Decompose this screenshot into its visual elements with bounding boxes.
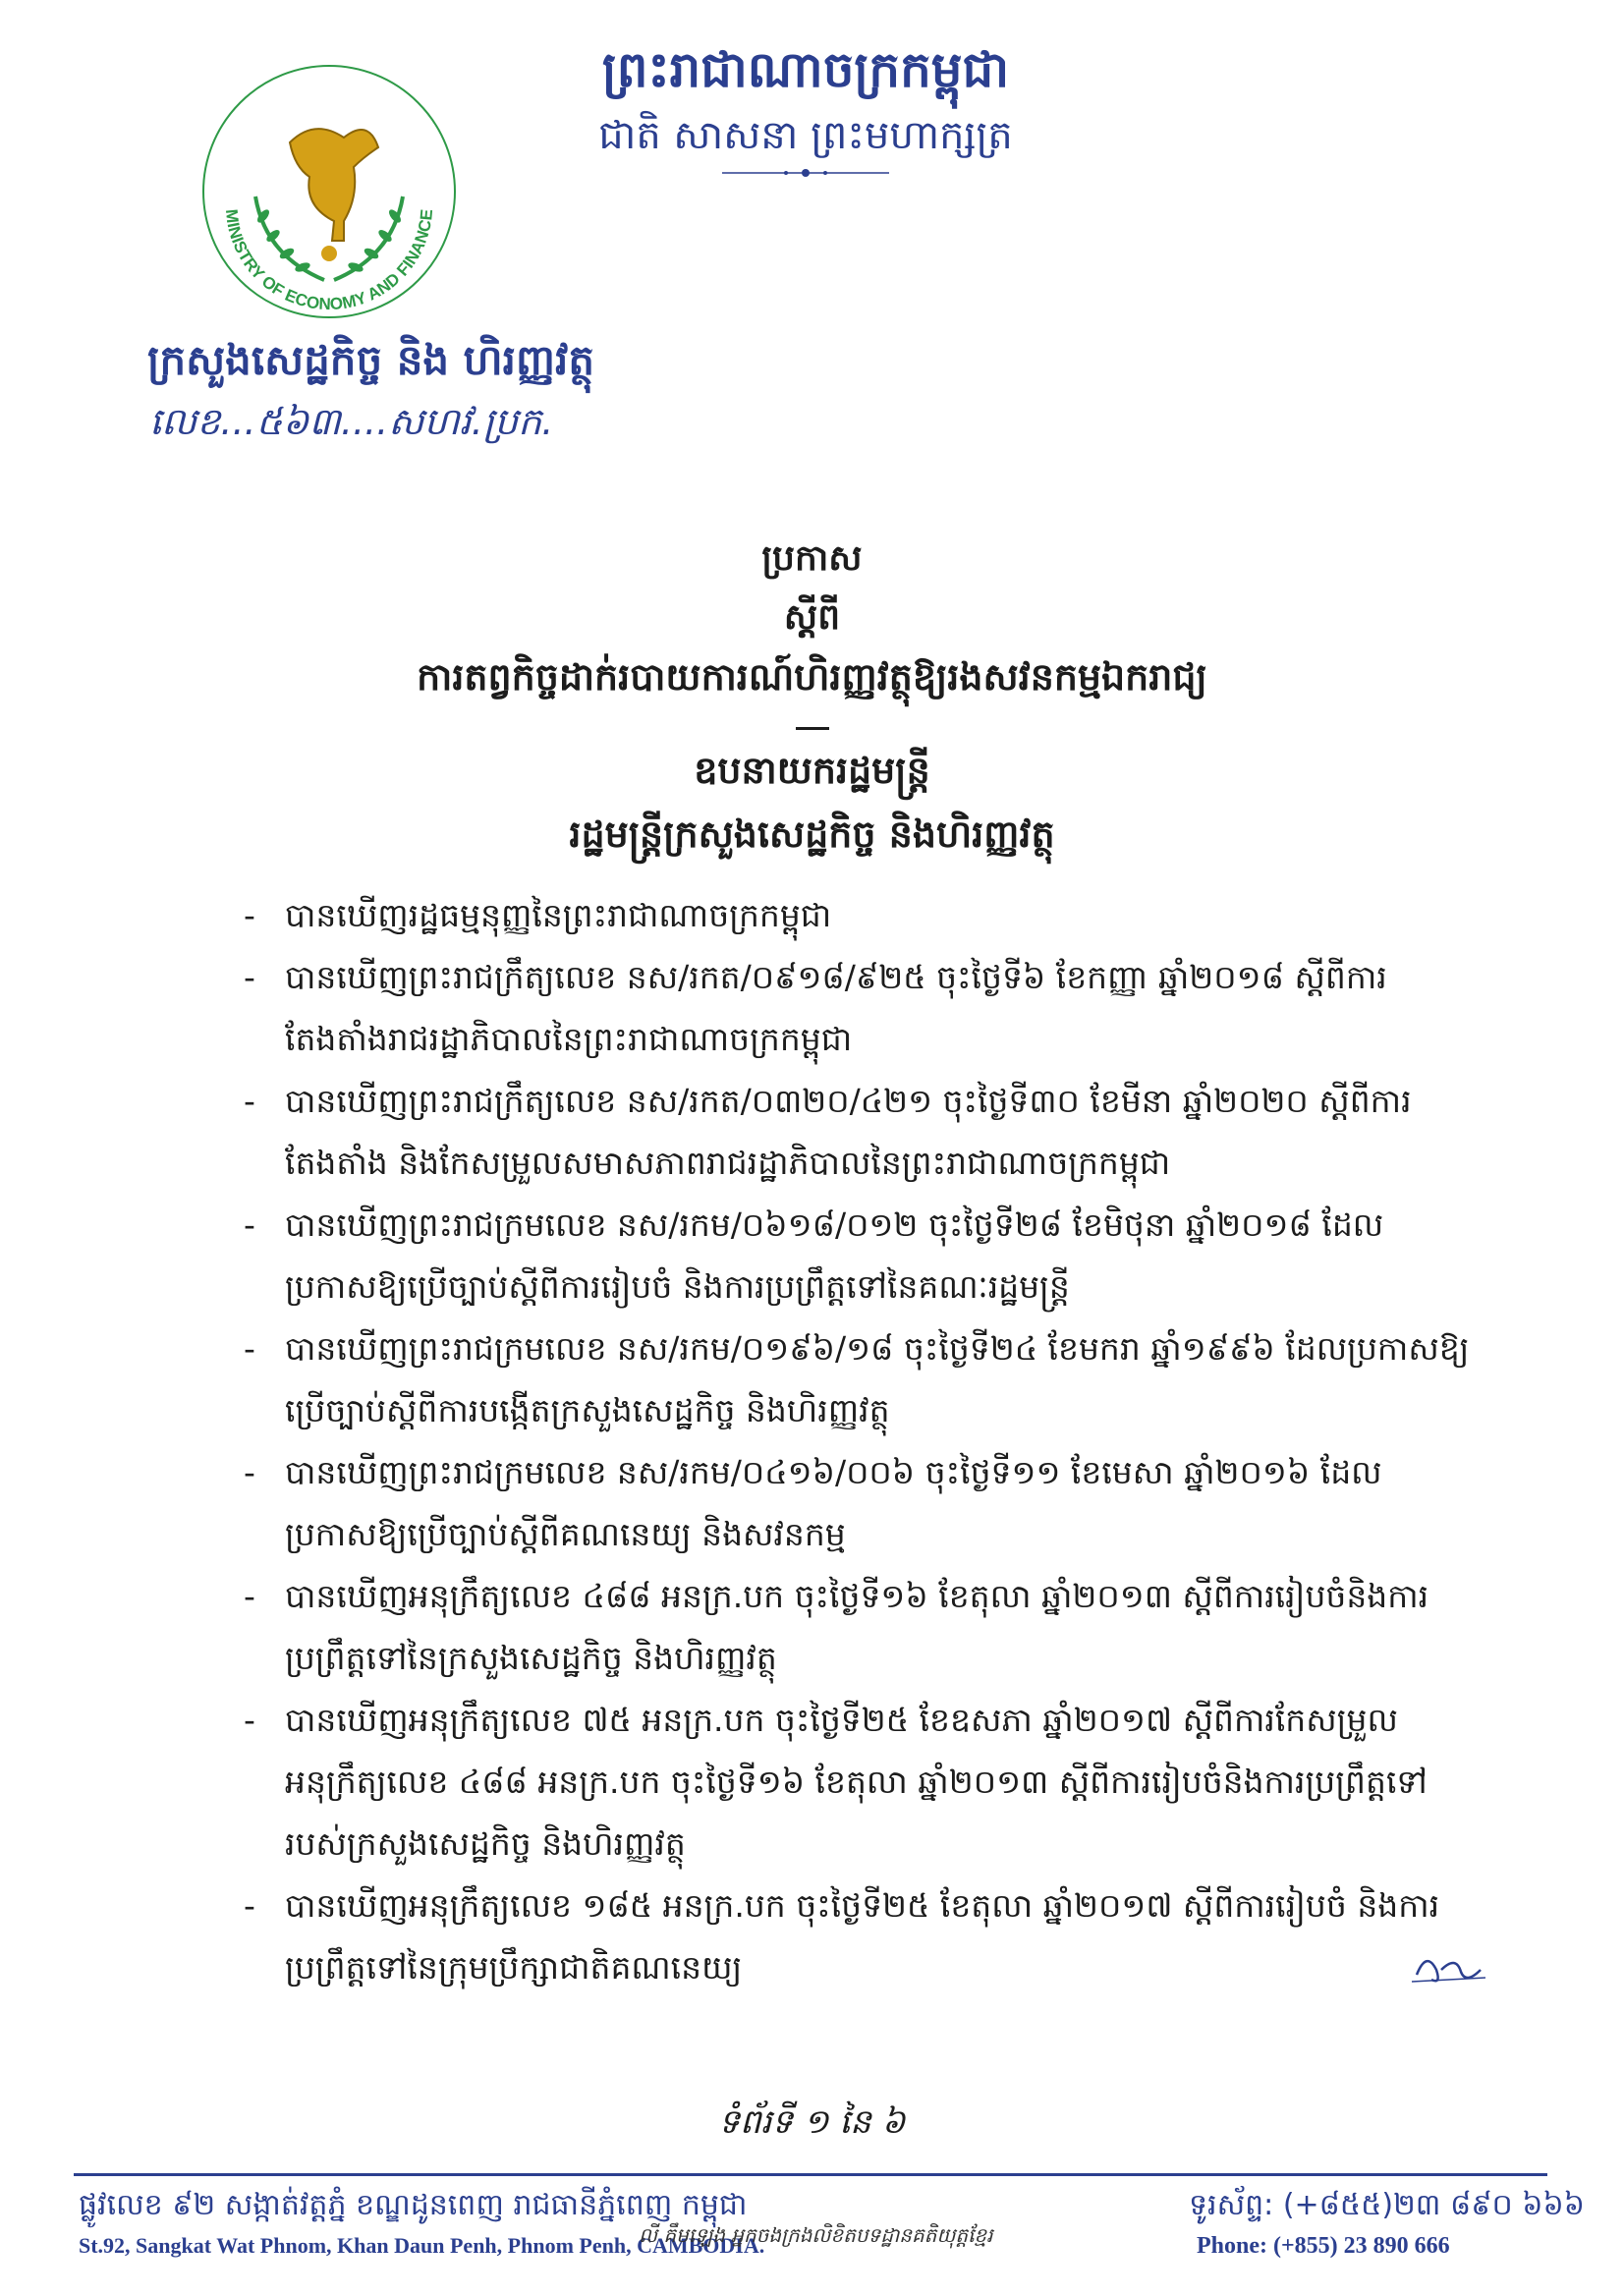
document-subject: ការតព្វកិច្ចដាក់របាយការណ៍ហិរញ្ញវត្ថុឱ្យរងសវនកម្មឯករាជ្យ — [417, 654, 1207, 699]
page-number: ទំព័រទី ១ នៃ ៦ — [718, 2102, 906, 2142]
reference-number: លេខ...៥៦៣....សហវ.ប្រក. — [149, 400, 554, 443]
ministry-name: ក្រសួងសេដ្ឋកិច្ច និង ហិរញ្ញវត្ថុ — [147, 336, 594, 384]
preamble-list — [236, 884, 1484, 1998]
phone-english: Phone: (+855) 23 890 666 — [1197, 2233, 1450, 2259]
signer-title: ឧបនាយករដ្ឋមន្ត្រី — [694, 748, 930, 792]
about-label: ស្តីពី — [783, 596, 841, 638]
initials-signature — [1407, 1940, 1490, 1989]
ornament-divider — [722, 167, 889, 179]
ministry-logo — [196, 59, 462, 324]
list-item: - បានឃើញអនុក្រឹត្យលេខ ៧៥ អនក្រ.បក ចុះថ្ងៃទី២៥ ខែឧសភា ឆ្នាំ២០១៧ ស្តីពីការកែសម្រួលអនុក្រឹត្យលេខ ៤៨៨ អនក្រ.បក ចុះថ្ងៃទី១៦ ខែតុលា ឆ្នាំ២០១៣ ស្តីពីការរៀបចំនិងការប្រព្រឹត្តទៅរបស់ក្រសួងសេដ្ឋកិច្ច និងហិរញ្ញវត្ថុ — [236, 1689, 1484, 1875]
list-item: - បានឃើញព្រះរាជក្រមលេខ នស/រកម/០៤១៦/០០៦ ចុះថ្ងៃទី១១ ខែមេសា ឆ្នាំ២០១៦ ដែលប្រកាសឱ្យប្រើច្បាប់ស្តីពីគណនេយ្យ និងសវនកម្ម — [236, 1441, 1484, 1565]
document-type: ប្រកាស — [761, 537, 863, 579]
national-motto: ជាតិ សាសនា ព្រះមហាក្សត្រ — [598, 113, 1013, 158]
address-khmer: ផ្លូវលេខ ៩២ សង្កាត់វត្តភ្នំ ខណ្ឌដូនពេញ រាជធានីភ្នំពេញ កម្ពុជា — [79, 2188, 748, 2222]
address-english: St.92, Sangkat Wat Phnom, Khan Daun Penh, Phnom Penh, CAMBODIA. — [79, 2233, 765, 2258]
logo-text: MINISTRY OF ECONOMY AND FINANCE — [221, 207, 437, 314]
list-item: - បានឃើញអនុក្រឹត្យលេខ ១៨៥ អនក្រ.បក ចុះថ្ងៃទី២៥ ខែតុលា ឆ្នាំ២០១៧ ស្តីពីការរៀបចំ និងការប្រព្រឹត្តទៅនៃក្រុមប្រឹក្សាជាតិគណនេយ្យ — [236, 1875, 1484, 1998]
kingdom-heading: ព្រះរាជាណាចក្រកម្ពុជា — [601, 40, 1010, 98]
phone-khmer: ទូរស័ព្ទ: (+៨៥៥)២៣ ៨៩០ ៦៦៦ — [1189, 2188, 1585, 2222]
list-item: - បានឃើញព្រះរាជក្រមលេខ នស/រកម/០១៩៦/១៨ ចុះថ្ងៃទី២៤ ខែមករា ឆ្នាំ១៩៩៦ ដែលប្រកាសឱ្យប្រើច្បាប់ស្តីពីការបង្កើតក្រសួងសេដ្ឋកិច្ច និងហិរញ្ញវត្ថុ — [236, 1317, 1484, 1441]
signer-role: រដ្ឋមន្ត្រីក្រសួងសេដ្ឋកិច្ច និងហិរញ្ញវត្ថុ — [569, 812, 1055, 856]
list-item: - បានឃើញព្រះរាជក្រមលេខ នស/រកម/០៦១៨/០១២ ចុះថ្ងៃទី២៨ ខែមិថុនា ឆ្នាំ២០១៨ ដែលប្រកាសឱ្យប្រើច្បាប់ស្តីពីការរៀបចំ និងការប្រព្រឹត្តទៅនៃគណៈរដ្ឋមន្ត្រី — [236, 1194, 1484, 1317]
list-item: - បានឃើញរដ្ឋធម្មនុញ្ញនៃព្រះរាជាណាចក្រកម្ពុជា — [236, 884, 1484, 946]
footer-divider — [74, 2173, 1547, 2176]
title-divider — [796, 727, 829, 730]
list-item: - បានឃើញអនុក្រឹត្យលេខ ៤៨៨ អនក្រ.បក ចុះថ្ងៃទី១៦ ខែតុលា ឆ្នាំ២០១៣ ស្តីពីការរៀបចំនិងការប្រព្រឹត្តទៅនៃក្រសួងសេដ្ឋកិច្ច និងហិរញ្ញវត្ថុ — [236, 1565, 1484, 1689]
list-item: - បានឃើញព្រះរាជក្រឹត្យលេខ នស/រកត/០៣២០/៤២១ ចុះថ្ងៃទី៣០ ខែមីនា ឆ្នាំ២០២០ ស្តីពីការតែងតាំង និងកែសម្រួលសមាសភាពរាជរដ្ឋាភិបាលនៃព្រះរាជាណាចក្រកម្ពុជា — [236, 1070, 1484, 1194]
compiler-note: លី គឹមឡេង អ្នកចងក្រងលិខិតបទដ្ឋានគតិយុត្តខ្មែរ — [639, 2223, 993, 2247]
list-item: - បានឃើញព្រះរាជក្រឹត្យលេខ នស/រកត/០៩១៨/៩២៥ ចុះថ្ងៃទី៦ ខែកញ្ញា ឆ្នាំ២០១៨ ស្តីពីការតែងតាំងរាជរដ្ឋាភិបាលនៃព្រះរាជាណាចក្រកម្ពុជា — [236, 946, 1484, 1070]
